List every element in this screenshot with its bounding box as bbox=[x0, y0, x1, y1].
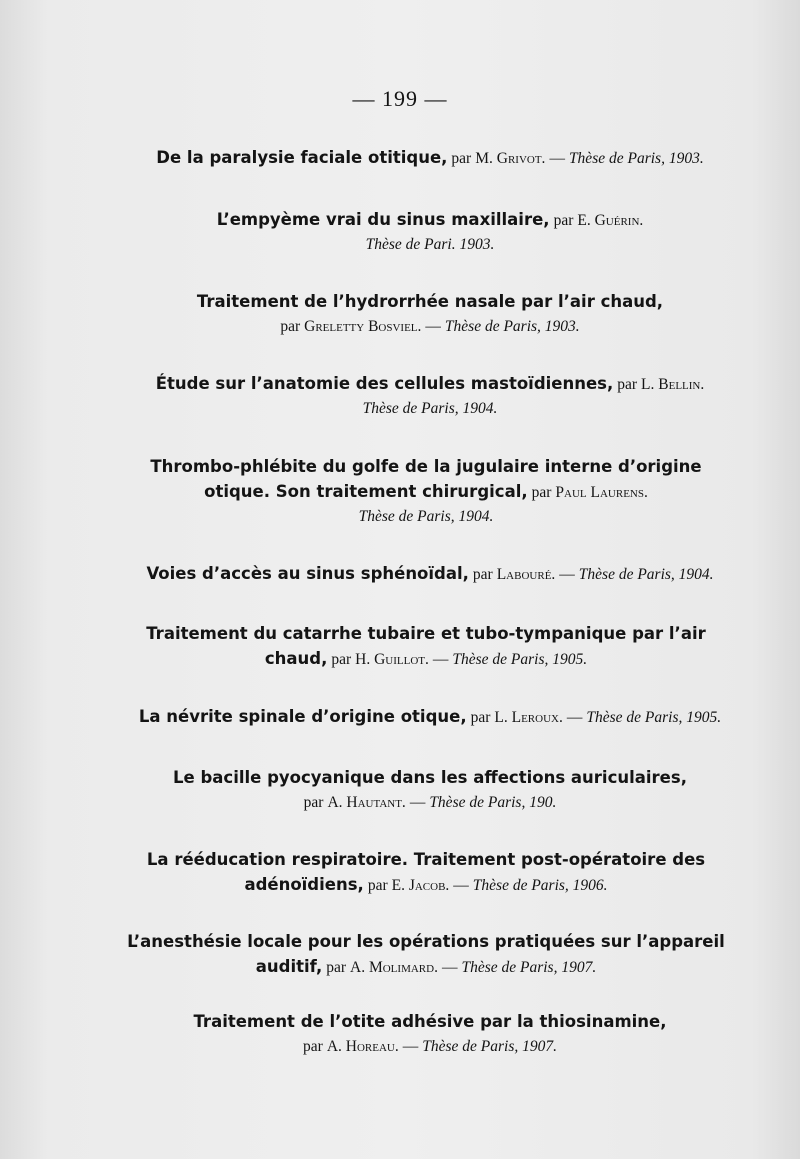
entry-source: Thèse de Paris, 1904. bbox=[358, 508, 494, 525]
entry-author: A. Hautant. bbox=[327, 794, 406, 811]
entry-author: L. Leroux. bbox=[494, 709, 563, 726]
entry-author: H. Guillot. bbox=[355, 651, 429, 668]
entry-author: Greletty Bosviel. bbox=[304, 318, 422, 335]
entry-source: Thèse de Paris, 1905. bbox=[452, 651, 588, 668]
entry-author: A. Molimard. bbox=[350, 959, 438, 976]
entry-par: par bbox=[326, 959, 347, 976]
entry-title: L’empyème vrai du sinus maxillaire, bbox=[216, 210, 550, 229]
bibliography-entry bbox=[110, 372, 750, 421]
entry-author: M. Grivot. bbox=[475, 150, 546, 167]
entry-par: par bbox=[331, 651, 352, 668]
bibliography-entry bbox=[126, 930, 726, 980]
entry-author: A. Horeau. bbox=[326, 1038, 399, 1055]
entry-author: Labouré. bbox=[496, 566, 556, 583]
entry-source: Thèse de Pari. 1903. bbox=[365, 236, 495, 253]
entry-source: Thèse de Paris, 1905. bbox=[586, 709, 722, 726]
entry-source: Thèse de Paris, 1903. bbox=[568, 150, 704, 167]
entry-title: Voies d’accès au sinus sphénoïdal, bbox=[146, 564, 469, 583]
entry-par: par bbox=[472, 566, 493, 583]
entry-par: par bbox=[451, 150, 472, 167]
entry-separator: — bbox=[432, 651, 449, 668]
entry-source: Thèse de Paris, 1907. bbox=[422, 1038, 557, 1055]
entry-source: Thèse de Paris, 1906. bbox=[472, 877, 608, 894]
entry-title: L’anesthésie locale pour les opérations pratiquées sur l’appareil auditif, bbox=[127, 932, 725, 976]
entry-title: Traitement du catarrhe tubaire et tubo-tympanique par l’air chaud, bbox=[146, 624, 706, 668]
entry-par: par bbox=[367, 877, 388, 894]
entry-par: par bbox=[531, 484, 552, 501]
entry-title: Traitement de l’otite adhésive par la thiosinamine, bbox=[193, 1012, 667, 1031]
entry-separator: — bbox=[402, 1038, 419, 1055]
entry-source: Thèse de Paris, 190. bbox=[429, 794, 557, 811]
entry-separator: — bbox=[441, 959, 458, 976]
entry-par: par bbox=[553, 212, 574, 229]
entry-title: Traitement de l’hydrorrhée nasale par l’air chaud, bbox=[196, 292, 664, 311]
entry-title: Le bacille pyocyanique dans les affections auriculaires, bbox=[173, 768, 687, 787]
bibliography-entry bbox=[110, 290, 750, 339]
bibliography-entry bbox=[126, 848, 726, 898]
entry-title: Thrombo-phlébite du golfe de la jugulaire interne d’origine otique. Son traitement chirurgical, bbox=[150, 457, 702, 501]
bibliography-entry bbox=[110, 562, 750, 587]
entry-source: Thèse de Paris, 1904. bbox=[578, 566, 714, 583]
entry-separator: — bbox=[549, 150, 565, 167]
entry-title: La névrite spinale d’origine otique, bbox=[138, 707, 467, 726]
entry-separator: — bbox=[559, 566, 575, 583]
bibliography-entry bbox=[110, 1010, 750, 1059]
entry-separator: — bbox=[566, 709, 583, 726]
entry-par: par bbox=[280, 318, 301, 335]
page-number: — 199 — bbox=[352, 86, 448, 111]
entry-separator: — bbox=[425, 318, 441, 335]
entry-par: par bbox=[617, 376, 638, 393]
entry-author: Paul Laurens. bbox=[555, 484, 648, 501]
entry-par: par bbox=[470, 709, 491, 726]
entry-source: Thèse de Paris, 1907. bbox=[461, 959, 597, 976]
bibliography-entry bbox=[110, 766, 750, 815]
entry-title: Étude sur l’anatomie des cellules mastoïdiennes, bbox=[155, 374, 614, 393]
entry-author: E. Jacob. bbox=[391, 877, 450, 894]
entry-author: L. Bellin. bbox=[641, 376, 705, 393]
entry-title: La rééducation respiratoire. Traitement post-opératoire des adénoïdiens, bbox=[146, 850, 706, 894]
bibliography-entry bbox=[110, 146, 750, 171]
entry-title: De la paralysie faciale otitique, bbox=[156, 148, 448, 167]
entry-source: Thèse de Paris, 1904. bbox=[362, 400, 498, 417]
entry-par: par bbox=[303, 1038, 323, 1055]
entry-separator: — bbox=[453, 877, 469, 894]
bibliography-entry bbox=[110, 208, 750, 257]
entry-par: par bbox=[303, 794, 324, 811]
bibliography-entry bbox=[126, 622, 726, 672]
bibliography-entry bbox=[110, 705, 750, 730]
entry-source: Thèse de Paris, 1903. bbox=[444, 318, 580, 335]
entry-author: E. Guérin. bbox=[577, 212, 644, 229]
entry-separator: — bbox=[409, 794, 426, 811]
bibliography-entry bbox=[126, 455, 726, 529]
